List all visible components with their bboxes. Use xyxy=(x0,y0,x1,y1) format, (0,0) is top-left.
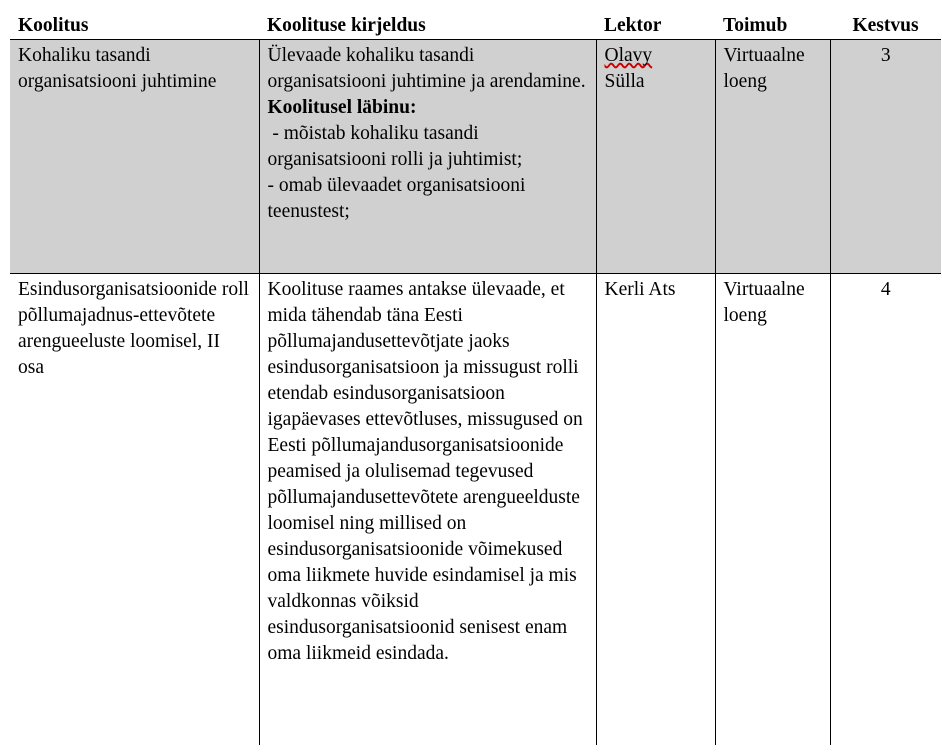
lecturer-name xyxy=(596,40,715,274)
training-title: Kohaliku tasandi organisatsiooni juhtimine xyxy=(10,40,259,274)
header-description: Koolituse kirjeldus xyxy=(259,11,596,40)
header-duration: Kestvus xyxy=(830,11,941,40)
header-row xyxy=(10,11,941,40)
training-duration: 3 xyxy=(830,40,941,274)
training-description: Koolituse raames antakse ülevaade, et mida tähendab täna Eesti põllumajandusettevõtjate jaoks esindusorganisatsioon ja missugust rolli etendab esindusorganisatsioon igapäevases ettevõtluses, missugused on Eesti põllumajandusorganisatsioonide peamised ja olulisemad tegevused põllumajandusettevõtete arengueelduste loomisel ning millised on esindusorganisatsioonide võimekused oma liikmete huvide esindamisel ja mis valdkonnas võiksid esindusorganisatsioonid senisest enam oma liikmeid esindada. xyxy=(259,274,596,746)
table-row xyxy=(10,274,941,746)
training-title: Esindusorganisatsioonide roll põllumajadnus-ettevõtete arengueeluste loomisel, II osa xyxy=(10,274,259,746)
training-format: Virtuaalne loeng xyxy=(715,40,830,274)
lecturer-name: Kerli Ats xyxy=(596,274,715,746)
header-format: Toimub xyxy=(715,11,830,40)
outcome-item: - mõistab kohaliku tasandi organisatsiooni rolli ja juhtimist; xyxy=(267,123,523,170)
outcome-item: - omab ülevaadet organisatsiooni teenustest; xyxy=(267,175,526,222)
header-lecturer: Lektor xyxy=(596,11,715,40)
training-description xyxy=(259,40,596,274)
description-intro: Ülevaade kohaliku tasandi organisatsiooni juhtimine ja arendamine. xyxy=(267,45,586,92)
training-schedule-table xyxy=(10,11,941,745)
lecturer-last-name: Sülla xyxy=(604,71,645,92)
training-format: Virtuaalne loeng xyxy=(715,274,830,746)
lecturer-first-name: Olavy xyxy=(604,45,653,66)
outcomes-heading: Koolitusel läbinu: xyxy=(267,97,417,118)
table-row xyxy=(10,40,941,274)
header-training: Koolitus xyxy=(10,11,259,40)
training-duration: 4 xyxy=(830,274,941,746)
